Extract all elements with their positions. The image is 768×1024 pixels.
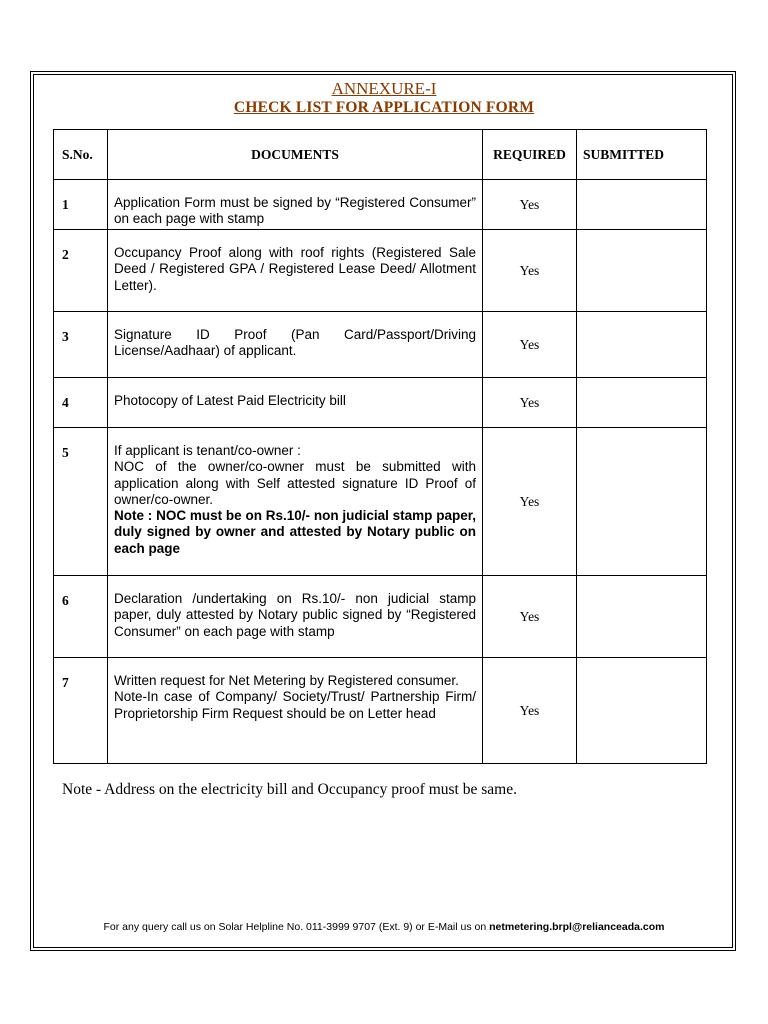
row-required-value: Yes	[483, 576, 577, 658]
document-text-line: Occupancy Proof along with roof rights (Registered Sale Deed / Registered GPA / Registered Lease Deed/ Allotment Letter).	[114, 245, 476, 293]
row-submitted-cell[interactable]	[577, 180, 707, 230]
row-serial-number: 2	[54, 230, 108, 312]
row-submitted-cell[interactable]	[577, 378, 707, 428]
checklist-table	[53, 129, 707, 764]
row-serial-number: 6	[54, 576, 108, 658]
table-row	[54, 230, 707, 312]
footer-text: For any query call us on Solar Helpline No. 011-3999 9707 (Ext. 9) or E-Mail us on	[103, 921, 490, 933]
document-text-line: Application Form must be signed by “Registered Consumer” on each page with stamp	[114, 195, 476, 227]
table-row	[54, 428, 707, 576]
row-required-value: Yes	[483, 378, 577, 428]
table-row	[54, 180, 707, 230]
document-text-line: Signature ID Proof (Pan Card/Passport/Driving License/Aadhaar) of applicant.	[114, 327, 476, 359]
row-submitted-cell[interactable]	[577, 576, 707, 658]
row-serial-number: 3	[54, 312, 108, 378]
document-text-line: Declaration /undertaking on Rs.10/- non judicial stamp paper, duly attested by Notary public signed by “Registered Consumer” on each page with stamp	[114, 591, 476, 639]
row-document-description	[108, 312, 483, 378]
row-submitted-cell[interactable]	[577, 230, 707, 312]
column-header-submitted: SUBMITTED	[577, 130, 707, 180]
table-row	[54, 378, 707, 428]
row-required-value: Yes	[483, 180, 577, 230]
row-document-description	[108, 378, 483, 428]
row-document-description	[108, 428, 483, 576]
column-header-sno: S.No.	[54, 130, 108, 180]
row-document-description	[108, 230, 483, 312]
row-submitted-cell[interactable]	[577, 428, 707, 576]
row-serial-number: 7	[54, 658, 108, 764]
document-text-line: Written request for Net Metering by Registered consumer.	[114, 673, 459, 688]
row-serial-number: 4	[54, 378, 108, 428]
footer-email: netmetering.brpl@relianceada.com	[489, 921, 665, 933]
document-bold-note: Note : NOC must be on Rs.10/- non judicial stamp paper, duly signed by owner and attested by Notary public on each page	[114, 508, 476, 556]
checklist-title: CHECK LIST FOR APPLICATION FORM	[233, 99, 535, 116]
address-note: Note - Address on the electricity bill and Occupancy proof must be same.	[62, 781, 517, 798]
column-header-documents: DOCUMENTS	[108, 130, 483, 180]
row-submitted-cell[interactable]	[577, 312, 707, 378]
column-header-required: REQUIRED	[483, 130, 577, 180]
annexure-heading: ANNEXURE-I	[331, 79, 437, 98]
row-required-value: Yes	[483, 428, 577, 576]
row-serial-number: 1	[54, 180, 108, 230]
table-row	[54, 658, 707, 764]
document-text-line: NOC of the owner/co-owner must be submitted with application along with Self attested signature ID Proof of owner/co-owner.	[114, 459, 476, 507]
document-text-line: Note-In case of Company/ Society/Trust/ Partnership Firm/ Proprietorship Firm Request should be on Letter head	[114, 689, 476, 721]
row-serial-number: 5	[54, 428, 108, 576]
row-document-description	[108, 658, 483, 764]
row-document-description	[108, 180, 483, 230]
table-row	[54, 576, 707, 658]
footer-contact	[0, 921, 768, 933]
row-required-value: Yes	[483, 230, 577, 312]
row-required-value: Yes	[483, 312, 577, 378]
table-row	[54, 312, 707, 378]
document-text-line: Photocopy of Latest Paid Electricity bill	[114, 393, 346, 408]
row-document-description	[108, 576, 483, 658]
document-text-line: If applicant is tenant/co-owner :	[114, 443, 301, 458]
table-header-row	[54, 130, 707, 180]
row-submitted-cell[interactable]	[577, 658, 707, 764]
row-required-value: Yes	[483, 658, 577, 764]
